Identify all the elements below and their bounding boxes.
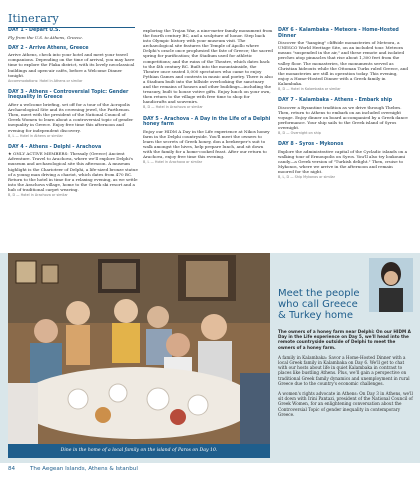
day-heading: DAY 5 - Arachova - A Day in the Life of a Delphi honey farm: [143, 116, 271, 128]
itinerary-day: [8, 145, 138, 198]
itinerary-column-3: [278, 28, 408, 186]
footer-title: The Aegean Islands, Athens & Istanbul: [30, 466, 138, 472]
day-heading: DAY 4 - Athens - Delphi - Arachova: [8, 144, 102, 150]
day-meals: Accommodations: Hotel in Athens or similar: [8, 78, 83, 83]
day-meals: B, L, D — Ship Mykonos or similar: [278, 175, 335, 180]
itinerary-day: [278, 142, 408, 180]
itinerary-column-2: [143, 28, 273, 171]
day-description: Explore the administrative capital of the Cycladic islands on a walking tour of Ermoupolis on Syros. You'll also try loukoumi candy—a Greek version of "Turkish delight." Then, cruise to Mykonos, where we arrive in the afternoon and remain moored for the night.: [278, 148, 408, 175]
day-heading: DAY 3 - Athens - Controversial Topic: Gender Inequality in Greece: [8, 89, 129, 101]
itinerary-day: [8, 28, 138, 40]
sidebar-paragraph-1: A family in Kalambaka: Savor a Home-Hosted Dinner with a local Greek family in Kalambaka on Day 6. We'll get to chat with our hosts about life in quiet Kalambaka in contrast to places like bustling Athens. Plus, we'll gain a perspective on traditional Greek family dynamics and unemployment in rural Greece due to the country's economic challenges.: [278, 354, 410, 386]
photo-caption: Dine in the home of a local family on the island of Paros on Day 10.: [8, 444, 270, 458]
day-meals: B, D — Hotel in Kalambaka or similar: [278, 87, 341, 92]
itinerary-day: [8, 90, 138, 139]
day-description: Enjoy our HIDM A Day in the Life experience at Nikos honey farm in the Delphi countryside. You'll meet the owners to learn the secrets of Greek honey, don a beekeeper's suit to walk amongst the hives, help prepare lunch, and sit down with the family for a home-cooked feast. After our return to Arachova, enjoy free time this evening.: [143, 128, 270, 160]
day-heading: DAY 1 - Depart U.S.: [8, 28, 61, 33]
day-heading: DAY 2 - Arrive Athens, Greece: [8, 45, 89, 51]
day-meals: B, L — Hotel in Arachova or similar: [143, 160, 203, 165]
itinerary-day: [143, 28, 273, 111]
page-footer: [0, 463, 420, 480]
day-description: Arrive Athens, check into your hotel and meet your travel companions. Depending on the time of arrival, you may have time to explore the Plaka district, with its lovely neoclassical buildings and open-air cafés, before a Welcome Dinner tonight.: [8, 52, 135, 78]
meet-the-people-sidebar: [278, 258, 413, 422]
page-number: 84: [8, 466, 16, 472]
sidebar-title: Meet the people who call Greece & Turkey home: [278, 288, 360, 321]
itinerary-day: [8, 46, 138, 84]
day-meals: B, L — Hotel in Athens or similar: [8, 133, 63, 138]
itinerary-day: [278, 28, 408, 92]
day-meals: B, D — Hotel in Arachova or similar: [8, 193, 68, 198]
itinerary-day: [143, 117, 273, 166]
day-meals: B, D — Overnight on ship: [278, 131, 321, 136]
day-description: After a welcome briefing, set off for a tour of the Acropolis Archaeological Site and its crowning jewel, the Parthenon. Then, meet with the president of the National Council of Greek Women to learn about a controversial topic of gender inequality in Greece. Enjoy free time this afternoon and evening for independent discovery.: [8, 102, 134, 133]
itinerary-column-1: [8, 28, 138, 204]
sidebar-paragraph-2: A women's rights advocate in Athens: On Day 3 in Athens, we'll sit down with Irini Pantazi, president of the National Council of Greek Women, for an enlightening conversation about the Controversial Topic of gender inequality in contemporary Greece.: [278, 391, 413, 417]
page-title: Itinerary: [8, 12, 59, 25]
sidebar-lead: The owners of a honey farm near Delphi: On our HIDM A Day in the Life experience on Day 5, we'll head into the remote countryside outside of Delphi to meet the owners of a honey farm.: [278, 329, 411, 350]
day-description: exploring the Trojan War, a nine-meter family monument from the fourth century BC, and a sculpture of honor. Step back into Olympic history with your museum visit. The archaeological site features the Temple of Apollo where Delphi's oracle once prophesied the fate of Greece; the sacred spring for purification; the Stadium used for athletic competitions; and the ruins of the Theatre, which dates back to the 4th century BC. Built into the mountainside, the Theatre once seated 5,000 spectators who came to enjoy Pythian Games and contests in music and poetry. There is also a Stadium built into the hillside overlooking the sanctuary and the remains of houses and other buildings—including the treasury, built to house votive gifts. Enjoy lunch on your own, then return to the village with free time to shop for handicrafts and souvenirs.: [143, 28, 273, 105]
day-description: ★ ONLY ACTIVE MEMBERS: Thessaly (Greece) Ancient Adventure. Travel to Arachova, where we'll explore Delphi's museum and archaeological site this afternoon. A museum highlight is the Charioteer of Delphi, a life-sized bronze statue of a young man driving a chariot, which dates from 470 BC. Return to the hotel in time for a relaxing evening, as we settle into the Arachova village, home to the Greek ski resort and a hub of traditional carpet weaving.: [8, 151, 138, 192]
day-heading: DAY 8 - Syros - Mykonos: [278, 142, 344, 148]
day-description: Discover the "hanging" cliffside monasteries of Meteora, a UNESCO World Heritage Site, on an included tour. Meteora means "suspended in the air," and these remote and isolated perches atop pinnacles that rise about 1,300 feet from the valley floor. The monasteries, the monuments served as Christian hideouts while the Ottoman Turks ruled Greece, and the monasteries are still in operation today. This evening, enjoy a Home-Hosted Dinner with a Greek family in Kalambaka.: [278, 40, 409, 86]
day-heading: DAY 7 - Kalambaka - Athens - Embark ship: [278, 98, 393, 104]
day-description: Discover a Byzantine tradition as we drive through Thebes. Then, return to Athens to embark on an included overnight voyage. Enjoy dinner on board accompanied by a Greek dance performance. Your ship sails to the Greek island of Syros overnight.: [278, 104, 408, 131]
day-heading: DAY 6 - Kalambaka - Meteora - Home-Hosted Dinner: [278, 28, 399, 39]
day-meals: B, D — Hotel in Arachova or similar: [143, 105, 203, 110]
itinerary-day: [278, 98, 408, 136]
family-dinner-photo: [8, 253, 270, 458]
day-subtitle: Fly from the U.S. to Athens, Greece.: [8, 34, 83, 40]
